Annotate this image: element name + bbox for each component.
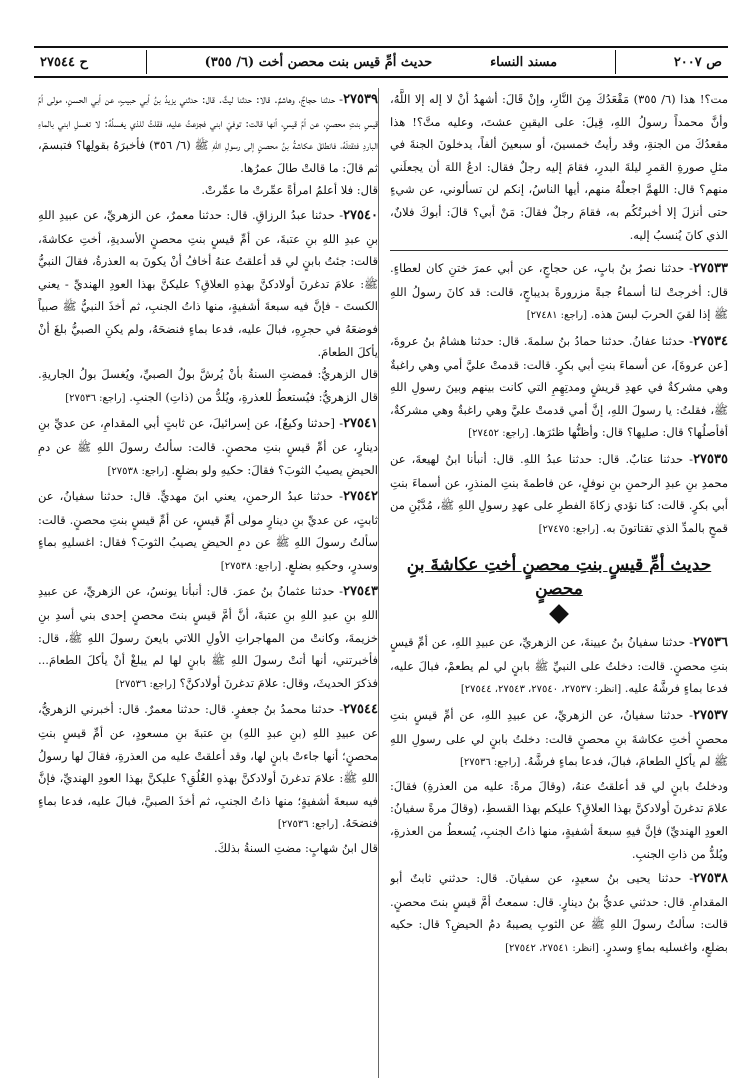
hadith-text: - حدثنا يحيى بنُ سعيدٍ، عن سفيانَ. قال: حدثني ثابتٌ أبو المقدامِ. قال: حدثني عديُّ بنُ دينارٍ. قال: سمعتُ أمَّ قيسٍ بنتَ محصنٍ. قالت: سألتُ رسولَ اللهِ ﷺ عن الثوبِ يصيبهُ دمُ الحيضِ؟ قال: حكيه بضلعٍ، واغسليه بماءٍ وسدرٍ. — [390, 871, 728, 954]
hadith-27541 — [38, 412, 378, 483]
page-number: ص ٢٠٠٧ — [673, 54, 722, 70]
hadith-27536 — [390, 631, 728, 702]
hadith-text: - حدثنا حجاجٌ، وهاشمٌ. قالا: حدثنا ليثٌ. قال: حدثني يزيدُ بنُ أبي حبيبٍ، عن أبي الحسنِ، مولى أمِّ قيسٍ بنتِ محصنٍ، عن أمِّ قيسٍ، أنها قالت: توفيَ ابني فجزعتُ عليه، فقلتُ للذي يغسلُهُ: لا تغسلِ ابني بالماءِ الباردِ فتقتلَهُ، فانطلقَ عكاشةُ بنُ محصنٍ إلى رسولِ اللهِ ﷺ (٦/ ٣٥٦) فأخبرَهُ بقولِها؟ فتبسمَ، ثم قالَ: ما قالتْ طالَ عمرُها. — [38, 92, 378, 175]
cross-reference: [راجع: ٢٧٥٣٦] — [115, 678, 176, 690]
right-column — [390, 88, 728, 1078]
cross-reference: [راجع: ٢٧٤٥٢] — [468, 428, 529, 440]
hadith-continuation — [390, 88, 728, 246]
hadith-number: ٢٧٥٤٠ — [343, 207, 378, 223]
musnad-title: مسند النساء — [490, 54, 558, 70]
hadith-text: - حدثنا سفيانُ بنُ عيينةَ، عن الزهريِّ، عن عبيدِ اللهِ، عن أمِّ قيسٍ بنتِ محصنٍ. قالت: دخلتُ على النبيِّ ﷺ بابنٍ لي لم يطعمْ، فبالَ عليه، فدعا بماءٍ فرشَّهُ عليه. — [390, 635, 728, 696]
separator-rule — [390, 250, 728, 251]
hadith-27544 — [38, 698, 378, 859]
hadith-title: حديث أمِّ قيس بنت محصن أخت (٦/ ٣٥٥) — [204, 54, 433, 70]
page-header — [34, 46, 728, 78]
diamond-ornament-icon — [549, 604, 569, 624]
column-divider — [378, 88, 379, 1078]
hadith-number: ٢٧٥٣٨ — [693, 871, 728, 887]
hadith-number: ٢٧٥٤١ — [343, 416, 378, 432]
cross-reference: [راجع: ٢٧٥٣٨] — [107, 465, 168, 477]
hadith-text: - حدثنا محمدُ بنُ جعفرٍ. قال: حدثنا معمرٌ. قال: أخبرني الزهريُّ، عن عبيدِ اللهِ (بنِ عبدِ اللهِ) بنِ عتبةَ بنِ مسعودٍ، عن أمِّ قيسٍ بنتِ محصنٍ؛ أنها جاءتْ بابنٍ لها، وقد أعلقتْ عليه من العذرةِ، فقالَ لها رسولُ اللهِ ﷺ: علامَ تدغرنَ أولادكنَّ بهذهِ العُلُقِ؟ عليكنَّ بهذا العودِ الهنديِّ، فإنَّ فيه سبعةَ أشفيةٍ؛ منها ذاتُ الجنبِ، ثم أخذَ الصبيَّ، فبالَ عليه، فدعا بماءٍ فنضحَهُ. — [38, 702, 378, 831]
hadith-number: ٢٧٥٣٩ — [343, 92, 378, 107]
hadith-text: - حدثنا عبدُ الرحمنِ، يعني ابنَ مهديٍّ. قال: حدثنا سفيانُ، عن ثابتٍ، عن عديِّ بنِ دينارٍ مولى أمِّ قيسٍ، عن أمِّ قيسٍ بنتِ محصنٍ. قالت: سألتُ رسولَ اللهِ ﷺ عن دمِ الحيضِ يصيبُ الثوبَ؟ فقال: اغسليهِ بماءٍ وسدرٍ، وحكيهِ بضلعٍ. — [38, 489, 378, 572]
hadith-27538 — [390, 867, 728, 960]
header-divider — [615, 50, 616, 74]
hadith-text: - حدثنا سفيانُ، عن الزهريِّ، عن عبيدِ اللهِ، عن أمِّ قيسٍ بنتِ محصنٍ أختِ عكاشةَ بنِ محصنٍ قالت: دخلتُ بابنٍ لي على رسولِ اللهِ ﷺ لم يأكلِ الطعامَ، فبالَ، فدعا بماءٍ فرشَّهُ. — [390, 708, 728, 769]
section-title: حديث أمِّ قيسٍ بنتِ محصنٍ أختِ عكاشةَ بنِ محصنٍ — [406, 555, 712, 600]
hadith-text: - حدثنا عثمانُ بنُ عمرَ. قال: أنبأنا يونسُ، عن الزهريِّ، عن عبيدِ اللهِ بنِ عبدِ اللهِ بنِ عتبةَ، أنَّ أمَّ قيسٍ بنتَ محصنٍ إحدى بني أسدِ بنِ خزيمةَ، وكانتْ من المهاجراتِ الأولِ اللاتي بايعنَ رسولَ اللهِ ﷺ، قال: فأخبرتني، أنها أتتْ رسولَ اللهِ ﷺ بابنٍ لها لم يبلغْ أنْ يأكلَ الطعامَ... فذكرَ الحديثَ، وقال: علامَ تدغرنَ أولادكنَّ؟ — [38, 584, 378, 690]
hadith-number: ٢٧٥٣٦ — [693, 635, 728, 651]
hadith-text: مت؟! هذا (٦/ ٣٥٥) مَقْعَدُكَ مِنَ النَّارِ، وإنْ قَالَ: أشهدُ أنْ لا إله إلا اللَّهُ، وأنَّ محمداً رسولُ اللهِ، قِيلَ: على اليقينِ عشتَ، وعليه متَّ؟! هذا مقعدُكَ من الجنةِ، وقد رأيتُ خمسينَ، أو سبعينَ ألفاً، يدخلونَ الجنةَ في مثلِ صورةِ القمرِ ليلةَ البدرِ، فقامَ إليه رجلٌ فقال: ادعُ اللهَ أن يجعلَني منهم؟ قال: اللهمَّ اجعلْهُ منهم، أيها الناسُ، إنكم لن تسألوني، عن شيءٍ حتى أنزلَ إلا أخبرتُكُم به، فقامَ رجلٌ فقالَ: مَنْ أبي؟ قالَ: أبوكَ فلانٌ، الذي كانَ يُنسبُ إليه. — [390, 92, 728, 242]
header-divider — [146, 50, 147, 74]
hadith-27535 — [390, 448, 728, 541]
hadith-text: - حدثنا عبدُ الرزاقِ. قال: حدثنا معمرٌ، عن الزهريِّ، عن عبيدِ اللهِ بنِ عبدِ اللهِ بنِ عتبةَ، عن أمِّ قيسٍ بنتِ محصنٍ الأسديةِ، أختِ عكاشةَ، قالت: جئتُ بابنٍ لي قد أعلقتُ عنهُ أخافُ أنْ يكونَ به العذرةُ، فقالَ النبيُّ ﷺ: علامَ تدغرنَ أولادكنَّ بهذهِ العلاقِ؟ عليكنَّ بهذا العودِ الهنديِّ - يعني الكستَ - فإنَّ فيه سبعةَ أشفيةٍ، منها ذاتُ الجنبِ، ثم أخذَ النبيُّ ﷺ صبياً فوضعَهُ في حجرِهِ، فبالَ عليه، فدعا بماءٍ فنضحَهُ، ولم يكنِ الصبيُّ بلغَ أنْ يأكلَ الطعامَ. — [38, 207, 378, 359]
hadith-text: قال: فلا أعلمُ امرأةً عمِّرتْ ما عمِّرتْ. — [201, 183, 378, 198]
hadith-27537 — [390, 704, 728, 865]
cross-reference: [راجع: ٢٧٥٣٦] — [459, 757, 521, 769]
hadith-27543 — [38, 580, 378, 696]
hadith-27542 — [38, 485, 378, 578]
hadith-text: قال ابنُ شهابٍ: مضتِ السنةُ بذلكَ. — [213, 841, 378, 855]
hadith-text: - حدثنا عتابٌ. قال: حدثنا عبدُ اللهِ. قال: أنبأنا ابنُ لهيعةَ، عن محمدِ بنِ عبدِ الرحمنِ بنِ نوفلٍ، عن فاطمةَ بنتِ المنذرِ، عن أسماءَ بنتِ أبي بكرٍ. قالت: كنا نؤدي زكاةَ الفطرِ على عهدِ رسولِ اللهِ ﷺ، مُدَّيْنِ من قمحٍ بالمدِّ الذي تقتاتونَ به. — [390, 451, 728, 535]
cross-reference: [راجع: ٢٧٥٣٦] — [65, 392, 126, 404]
hadith-number: ٢٧٥٤٢ — [343, 489, 378, 505]
hadith-text: قال الزهريُّ: فمضتِ السنةُ بأنْ يُرشَّ بولُ الصبيِّ، ويُغسلَ بولُ الجاريةِ. قال الزهريُّ: فيُستعطُ للعذرةِ، ويُلدُّ من (ذاتِ) الجنبِ. — [38, 367, 378, 404]
cross-reference: [انظر: ٢٧٥٤١، ٢٧٥٤٢] — [505, 943, 599, 954]
hadith-range: ح ٢٧٥٤٤ — [40, 54, 88, 70]
hadith-text: ودخلتُ بابنٍ لي قد أعلقتُ عنهُ، (وقالَ مرةً: عليه من العذرةِ) فقالَ: علامَ تدغرنَ أولادكنَّ بهذا العلاقِ؟ عليكم بهذا القسطِ، (وقالَ مرةً سفيانُ: العودِ الهنديِّ) فإنَّ فيهِ سبعةَ أشفيةٍ، منها ذاتُ الجنبِ، يُسعطُ من العذرةِ، ويُلدُّ من ذاتِ الجنبِ. — [390, 778, 728, 861]
hadith-number: ٢٧٥٤٣ — [343, 584, 378, 600]
hadith-number: ٢٧٥٣٥ — [693, 451, 728, 467]
hadith-27539 — [38, 88, 378, 202]
hadith-text: - حدثنا نصرُ بنُ بابٍ، عن حجاجٍ، عن أبي عمرَ ختنِ كان لعطاءٍ. قال: أخرجتْ لنا أسماءُ جبةً مزرورةً بديباجٍ، قالت: قد كانَ رسولُ اللهِ ﷺ إذا لقيَ الحربَ لبسَ هذه. — [390, 261, 728, 322]
cross-reference: [راجع: ٢٧٥٣٦] — [277, 819, 339, 831]
hadith-number: ٢٧٥٣٧ — [693, 708, 728, 724]
cross-reference: [راجع: ٢٧٤٧٥] — [538, 523, 599, 535]
cross-reference: [انظر: ٢٧٥٣٧، ٢٧٥٤٠، ٢٧٥٤٣، ٢٧٥٤٤] — [460, 684, 622, 696]
hadith-number: ٢٧٥٣٣ — [693, 261, 728, 277]
hadith-27533 — [390, 257, 728, 328]
hadith-number: ٢٧٥٤٤ — [343, 702, 378, 718]
cross-reference: [راجع: ٢٧٥٣٨] — [220, 560, 282, 572]
hadith-text: - [حدثنا وكيعٌ]، عن إسرائيلَ، عن ثابتٍ أبي المقدامِ، عن عديِّ بنِ دينارٍ، عن أمِّ قيسٍ بنتِ محصنٍ. قالت: سألتُ رسولَ اللهِ ﷺ عن دمِ الحيضِ يصيبُ الثوبَ؟ فقالَ: حكيهِ ولو بضلعٍ. — [38, 416, 378, 477]
hadith-text: - حدثنا عفانُ. حدثنا حمادُ بنُ سلمةَ. قال: حدثنا هشامُ بنُ عروةَ، [عن عروةَ]، عن أسماءَ بنتِ أبي بكرٍ. قالت: قدمتْ عليَّ أمي وهي راغبةٌ وهي مشركةٌ في عهدِ قريشٍ ومدتِهِمِ التي كانت بينهم وبينَ رسولِ اللهِ ﷺ، فقلتُ: يا رسولَ اللهِ، إنَّ أمي قدمتْ عليَّ وهي راغبةٌ وهي مشركةٌ، أفأصلُها؟ قال: صليها؟ قال: وأظنُّها ظئرَها. — [390, 333, 728, 440]
hadith-27540 — [38, 204, 378, 410]
left-column — [38, 88, 378, 1078]
hadith-number: ٢٧٥٣٤ — [693, 333, 728, 349]
cross-reference: [راجع: ٢٧٤٨١] — [526, 310, 588, 322]
hadith-27534 — [390, 330, 728, 446]
